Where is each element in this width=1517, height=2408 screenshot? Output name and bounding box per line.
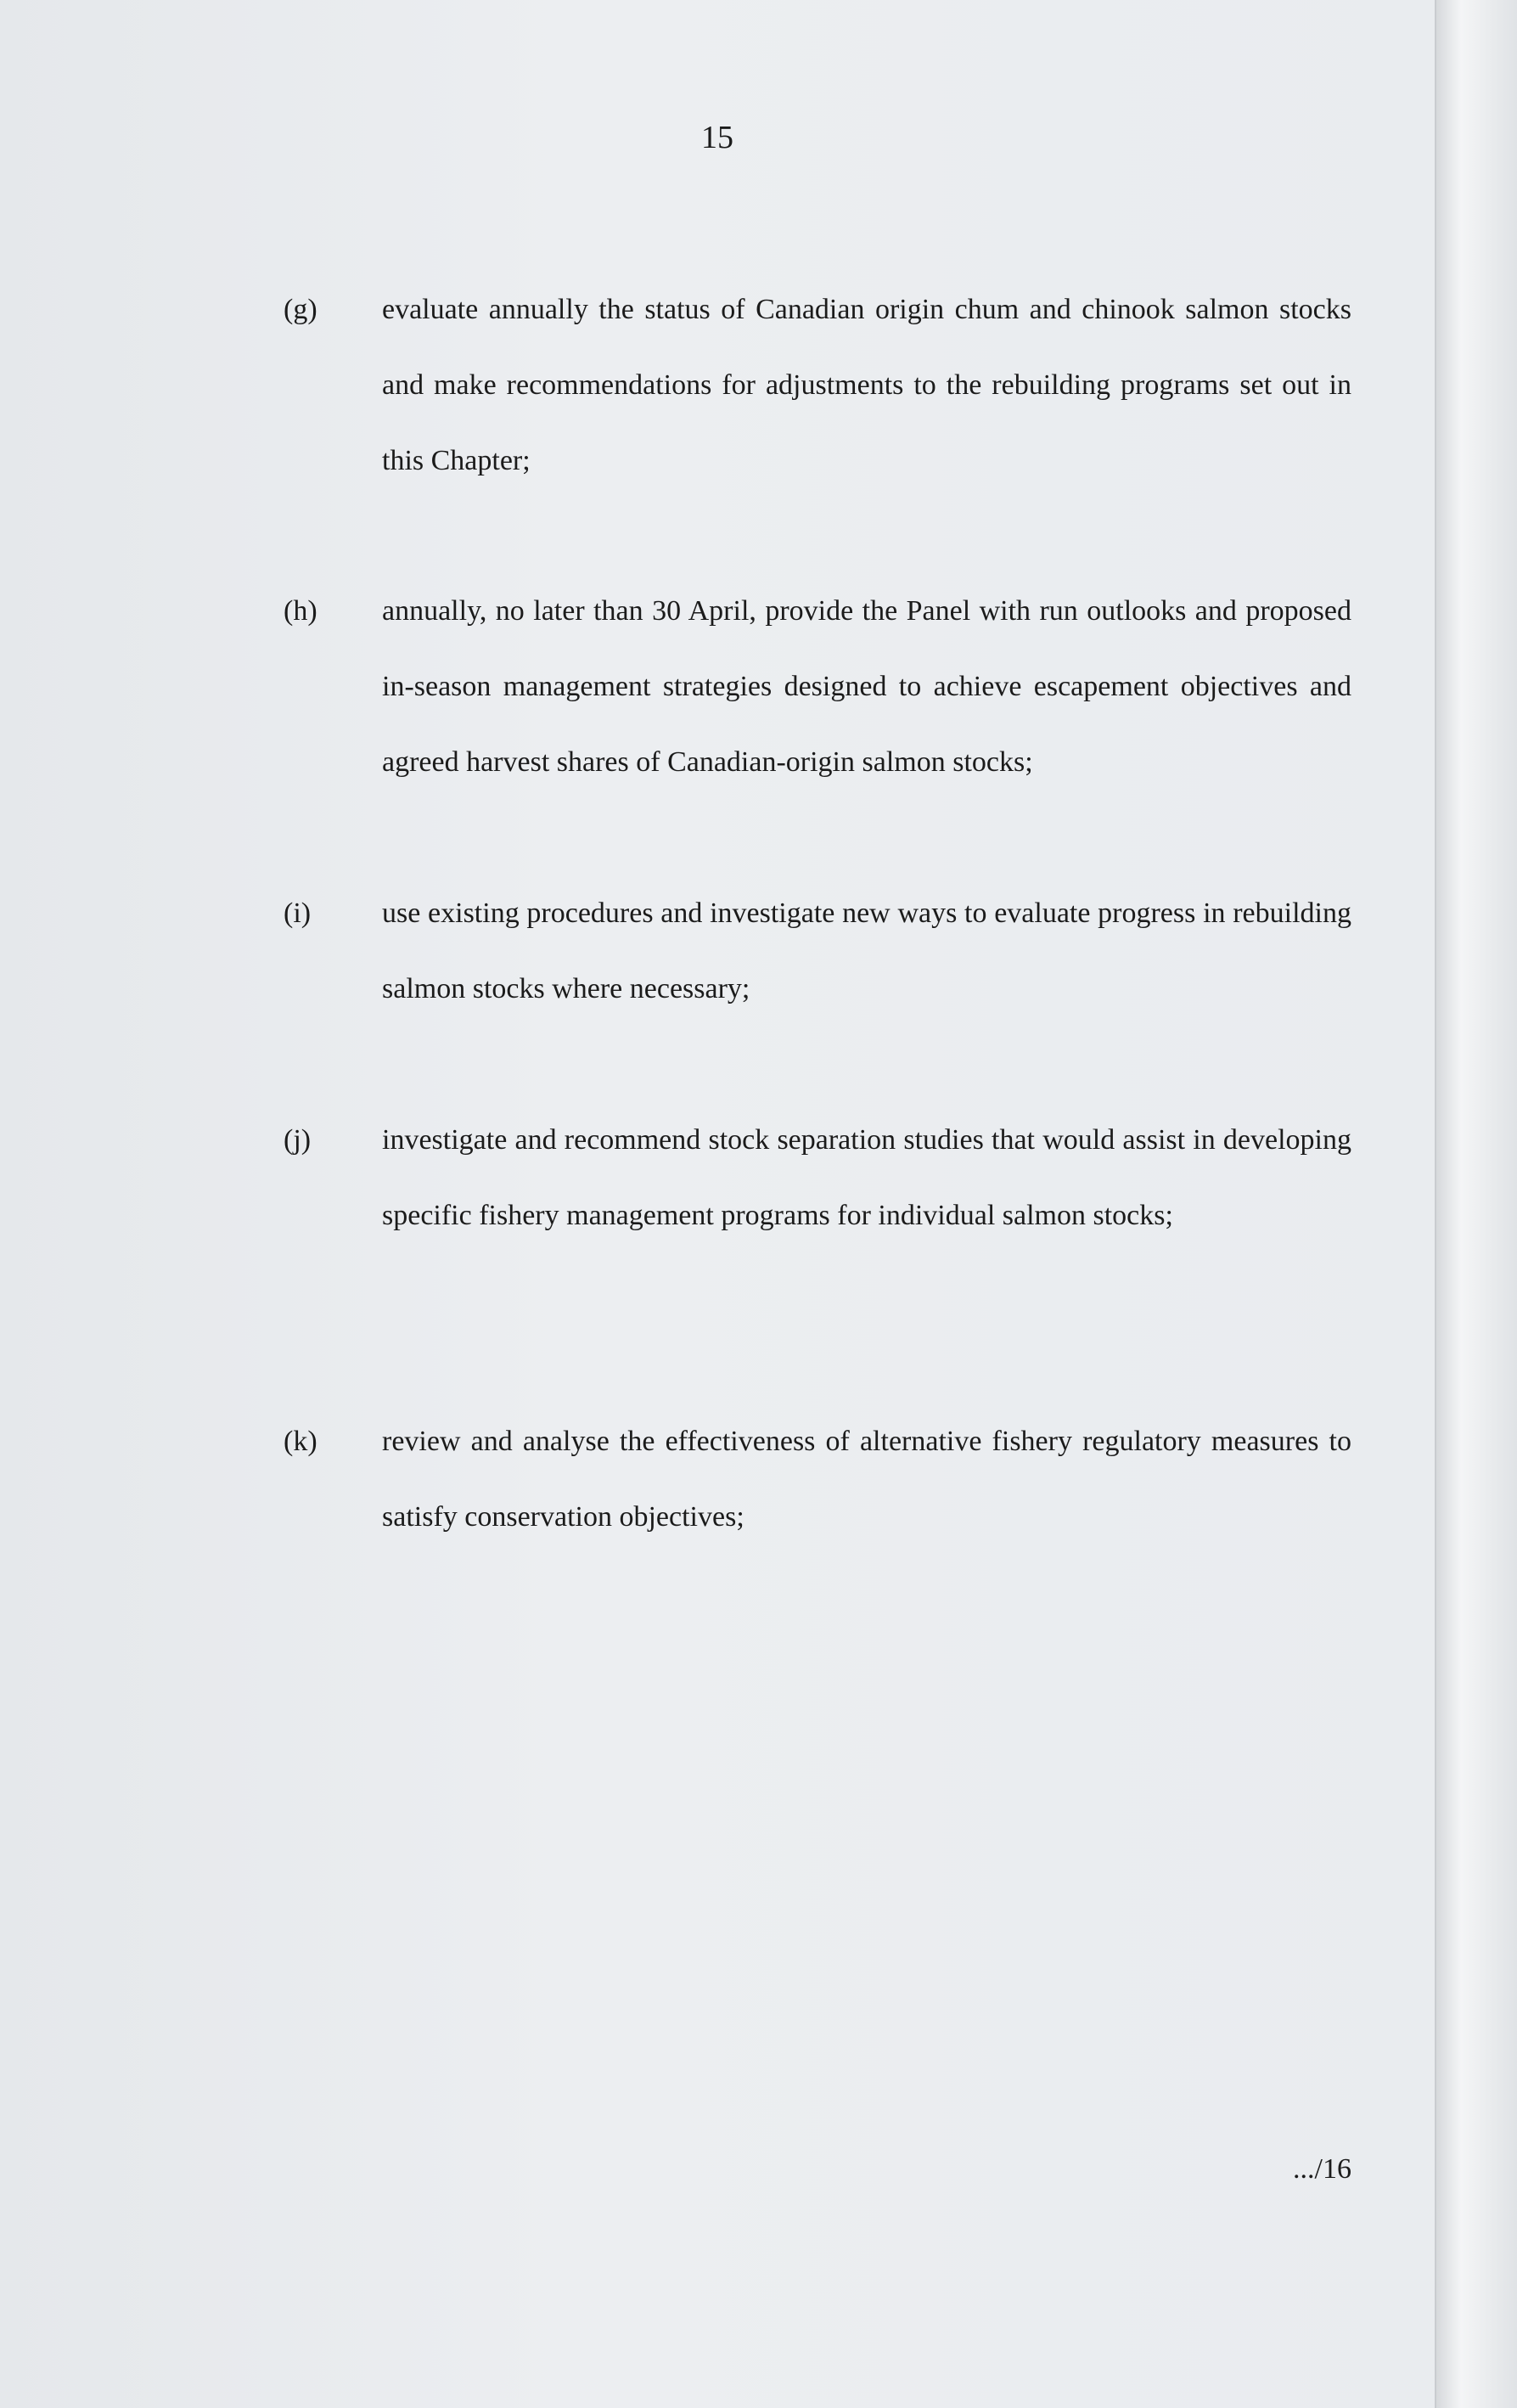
item-text: evaluate annually the status of Canadian origin chum and chinook salmon stocks and make recommendations for adjustments to the rebuilding programs set out in this Chapter; <box>382 294 1351 476</box>
item-label: (h) <box>284 595 317 627</box>
item-text: investigate and recommend stock separation studies that would assist in developing specific fishery management programs for individual salmon stocks; <box>382 1124 1351 1231</box>
item-label: (j) <box>284 1124 312 1156</box>
continuation-marker: .../16 <box>1293 2153 1351 2185</box>
item-label: (k) <box>284 1426 317 1457</box>
item-label: (g) <box>284 294 317 325</box>
item-text: annually, no later than 30 April, provide the Panel with run outlooks and proposed in-season management strategies designed to achieve escapement objectives and agreed harvest shares of Canadian-origin salmon stocks; <box>382 595 1351 778</box>
page-number: 15 <box>701 120 733 155</box>
item-text: review and analyse the effectiveness of alternative fishery regulatory measures to satisfy conservation objectives; <box>382 1426 1351 1533</box>
item-text: use existing procedures and investigate new ways to evaluate progress in rebuilding salmon stocks where necessary; <box>382 897 1351 1004</box>
item-label: (i) <box>284 897 312 929</box>
page-edge-shadow <box>1435 0 1517 2408</box>
